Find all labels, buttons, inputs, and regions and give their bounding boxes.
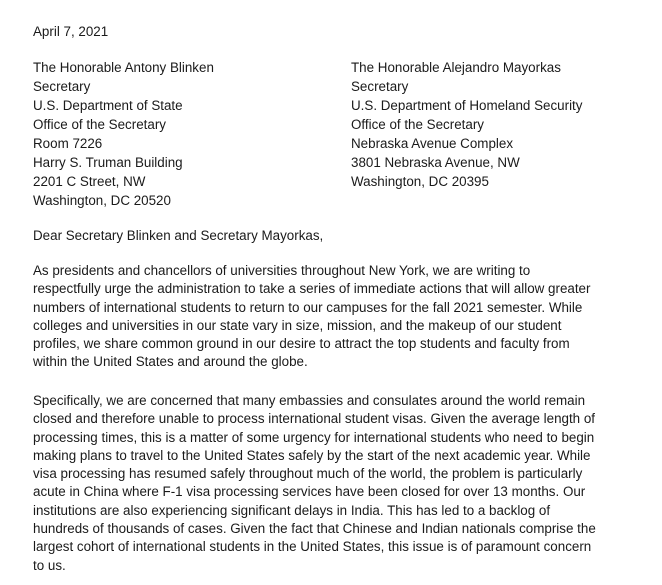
address-line: 2201 C Street, NW bbox=[33, 174, 146, 189]
address-line: Harry S. Truman Building bbox=[33, 155, 183, 170]
address-line: Secretary bbox=[33, 79, 91, 94]
paragraph-line: institutions are also experiencing significant delays in India. This has led to a backlog of bbox=[33, 502, 551, 518]
address-line: U.S. Department of State bbox=[33, 98, 183, 113]
letter-date: April 7, 2021 bbox=[33, 24, 109, 39]
address-line: Washington, DC 20395 bbox=[351, 174, 489, 189]
address-line: U.S. Department of Homeland Security bbox=[351, 98, 583, 113]
address-line: 3801 Nebraska Avenue, NW bbox=[351, 155, 520, 170]
address-line: Nebraska Avenue Complex bbox=[351, 136, 514, 151]
address-line: Washington, DC 20520 bbox=[33, 193, 171, 208]
address-line: Office of the Secretary bbox=[33, 117, 166, 132]
paragraph-line: numbers of international students to return to our campuses for the fall 2021 semester. While bbox=[33, 299, 583, 315]
paragraph-line: profiles, we share common ground in our desire to attract the top students and faculty from bbox=[33, 336, 570, 352]
paragraph-line: Specifically, we are concerned that many embassies and consulates around the world remain bbox=[33, 393, 586, 408]
address-line: The Honorable Alejandro Mayorkas bbox=[351, 60, 561, 75]
address-line: Room 7226 bbox=[33, 136, 103, 151]
paragraph-line: acute in China where F-1 visa processing services have been closed for over 13 months. Our bbox=[33, 484, 586, 500]
address-line: Office of the Secretary bbox=[351, 117, 484, 132]
recipient-address-blinken bbox=[33, 58, 214, 210]
address-line: The Honorable Antony Blinken bbox=[33, 60, 214, 75]
paragraph-line: to us. bbox=[33, 557, 66, 573]
paragraph-line: largest cohort of international students in the United States, this issue is of paramount concern bbox=[33, 539, 592, 555]
paragraph-line: hundreds of thousands of cases. Given the fact that Chinese and Indian nationals comprise the bbox=[33, 521, 596, 537]
salutation: Dear Secretary Blinken and Secretary Mayorkas, bbox=[33, 228, 324, 243]
recipient-address-mayorkas bbox=[351, 58, 582, 191]
body-paragraph-2 bbox=[33, 392, 596, 575]
address-line: Secretary bbox=[351, 79, 409, 94]
body-paragraph-1 bbox=[33, 262, 590, 372]
paragraph-line: processing times, this is a matter of some urgency for international students who need to begin bbox=[33, 429, 595, 445]
paragraph-line: making plans to travel to the United States safely by the start of the next academic year. While bbox=[33, 447, 591, 463]
paragraph-line: closed and therefore unable to process international student visas. Given the average length of bbox=[33, 411, 596, 427]
paragraph-line: within the United States and around the globe. bbox=[33, 354, 308, 370]
paragraph-line: colleges and universities in our state vary in size, mission, and the makeup of our student bbox=[33, 317, 562, 333]
paragraph-line: As presidents and chancellors of universities throughout New York, we are writing to bbox=[33, 263, 531, 278]
paragraph-line: visa processing has resumed safely throughout much of the world, the problem is particularly bbox=[33, 466, 583, 482]
paragraph-line: respectfully urge the administration to take a series of immediate actions that will allow greater bbox=[33, 281, 591, 297]
